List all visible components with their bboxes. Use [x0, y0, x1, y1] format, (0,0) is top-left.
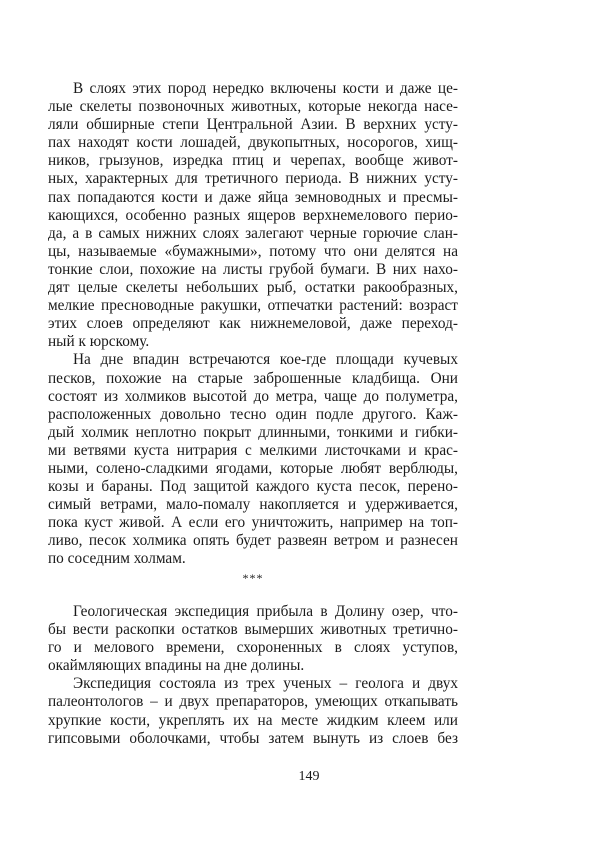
text-line: окаймляющих впадины на дне долины. — [48, 657, 305, 675]
text-line: козы и бараны. Под защитой каждого куста песок, перено- — [48, 478, 458, 496]
section-separator: *** — [242, 570, 264, 585]
text-line: Экспедиция состояла из трех ученых – геолога и двух — [73, 675, 458, 693]
text-line: ми ветвями куста нитрария с мелкими листочками и крас- — [48, 441, 458, 459]
text-line: хрупкие кости, укреплять их на месте жидким клеем или — [48, 711, 458, 729]
text-line: ный к юрскому. — [48, 333, 150, 351]
text-line: песков, похожие на старые заброшенные кладбища. Они — [48, 369, 458, 387]
paragraph — [48, 80, 458, 351]
text-line: цы, называемые «бумажными», потому что они делятся на — [48, 242, 458, 260]
text-line: дый холмик неплотно покрыт длинными, тонкими и гибки- — [48, 423, 458, 441]
text-line: тонкие слои, похожие на листы грубой бумаги. В них нахо- — [48, 260, 458, 278]
text-line: палеонтологов – и двух препараторов, умеющих откапывать — [48, 693, 458, 711]
text-line: мелкие пресноводные ракушки, отпечатки растений: возраст — [48, 297, 458, 315]
text-line: ными, солено-сладкими ягодами, которые любят верблюды, — [48, 459, 458, 477]
text-line: го и мелового времени, схороненных в слоях уступов, — [48, 639, 458, 657]
text-line: ных, характерных для третичного периода. В нижних усту- — [48, 170, 458, 188]
paragraph — [48, 351, 458, 568]
text-line: симый ветрами, мало-помалу накопляется и удерживается, — [48, 496, 458, 514]
text-line: лые скелеты позвоночных животных, которые некогда насе- — [48, 98, 458, 116]
text-line: гипсовыми оболочками, чтобы затем вынуть из слоев без — [48, 729, 458, 747]
text-line: кающихся, особенно разных ящеров верхнемелового перио- — [48, 206, 458, 224]
text-line: дят целые скелеты небольших рыб, остатки ракообразных, — [48, 279, 458, 297]
text-line: этих слоев определяют как нижнемеловой, даже переход- — [48, 315, 458, 333]
text-line: пах попадаются кости и даже яйца земноводных и пресмы- — [48, 188, 458, 206]
text-line: Геологическая экспедиция прибыла в Долину озер, что- — [73, 603, 458, 620]
text-line: ников, грызунов, изредка птиц и черепах, вообще живот- — [48, 152, 458, 170]
paragraph — [48, 675, 458, 747]
paragraph — [48, 603, 458, 675]
text-line: бы вести раскопки остатков вымерших животных третично- — [48, 621, 458, 639]
text-line: состоят из холмиков высотой до метра, чаще до полуметра, — [48, 387, 458, 405]
text-line: ляли обширные степи Центральной Азии. В верхних усту- — [48, 116, 458, 134]
text-block-top — [48, 80, 458, 587]
text-line: ливо, песок холмика опять будет развеян ветром и разнесен — [48, 532, 458, 550]
text-line: да, а в самых нижних слоях залегают черные горючие слан- — [48, 224, 458, 242]
text-line: В слоях этих пород нередко включены кости и даже це- — [73, 80, 458, 97]
text-line: расположенных довольно тесно один подле другого. Каж- — [48, 405, 458, 423]
text-line: пах находят кости лошадей, двукопытных, носорогов, хищ- — [48, 134, 458, 152]
text-line: пока куст живой. А если его уничтожить, например на топ- — [48, 514, 458, 532]
text-block-bottom — [48, 603, 458, 748]
page-number: 149 — [298, 769, 320, 784]
text-line: На дне впадин встречаются кое-где площади кучевых — [73, 351, 458, 369]
text-line: по соседним холмам. — [48, 550, 186, 568]
